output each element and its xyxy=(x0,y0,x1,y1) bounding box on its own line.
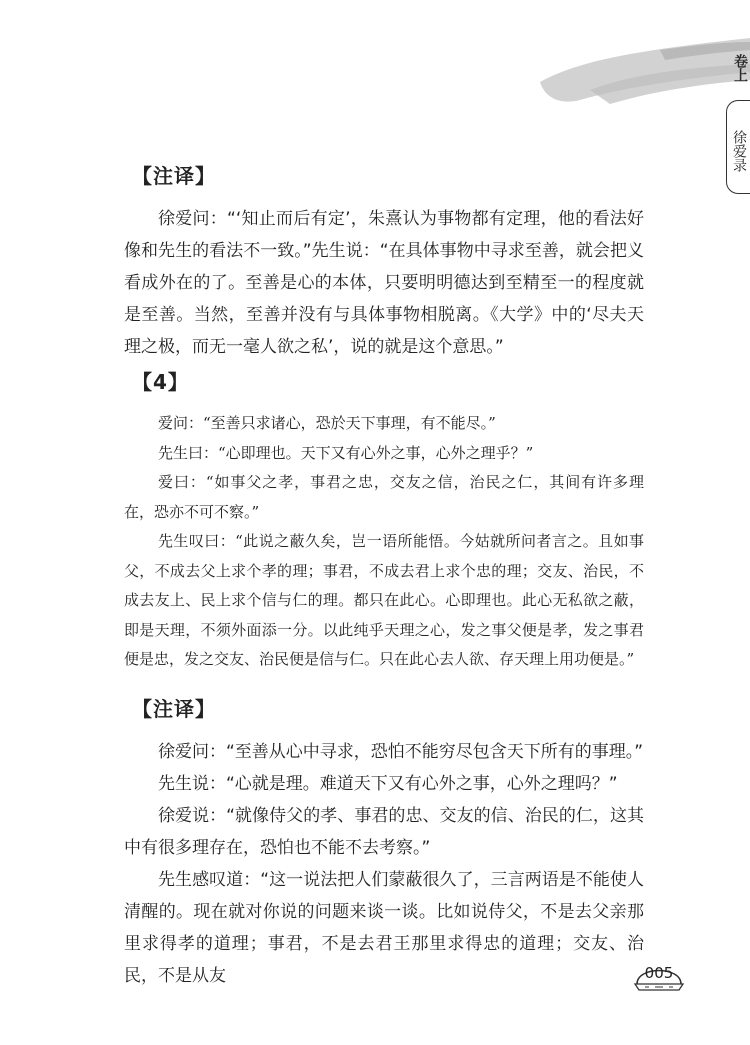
chapter-side-tab xyxy=(724,54,750,172)
section-annotation-2 xyxy=(124,693,644,992)
volume-label: 卷上 xyxy=(732,54,748,82)
paragraph: 先生感叹道：“这一说法把人们蒙蔽很久了，三言两语是不能使人清醒的。现在就对你说的问题来谈一谈。比如说侍父，不是去父亲那里求得孝的道理；事君，不是去君王那里求得忠的道理；交友、治民，不是从友 xyxy=(124,870,644,986)
paragraph: 先生曰：“心即理也。天下又有心外之事，心外之理乎？” xyxy=(158,443,534,462)
section-heading: 【注译】 xyxy=(132,164,216,188)
page-number-badge xyxy=(633,958,685,998)
section-heading: 【注译】 xyxy=(132,697,216,721)
brush-stroke-decoration xyxy=(520,20,750,130)
paragraph: 先生叹曰：“此说之蔽久矣，岂一语所能悟。今姑就所问者言之。且如事父，不成去父上求个孝的理；事君，不成去君上求个忠的理；交友、治民，不成去友上、民上求个信与仁的理。都只在此心。心即理也。此心无私欲之蔽，即是天理，不须外面添一分。以此纯乎天理之心，发之事父便是孝，发之事君便是忠，发之交友、治民便是信与仁。只在此心去人欲、存天理上用功便是。” xyxy=(124,532,644,668)
paragraph: 先生说：“心就是理。难道天下又有心外之事，心外之理吗？” xyxy=(158,774,618,794)
section-original-4 xyxy=(124,366,644,675)
chapter-label: 徐爱录 xyxy=(726,100,750,194)
paragraph: 爱曰：“如事父之孝，事君之忠，交友之信，治民之仁，其间有许多理在，恐亦不可不察。” xyxy=(124,473,644,521)
section-heading: 【4】 xyxy=(132,370,189,394)
paragraph: 徐爱问：“‘知止而后有定’，朱熹认为事物都有定理，他的看法好像和先生的看法不一致。”先生说：“在具体事物中寻求至善，就会把义看成外在的了。至善是心的本体，只要明明德达到至精至一的程度就是至善。当然，至善并没有与具体事物相脱离。《大学》中的‘尽夫天理之极，而无一毫人欲之私’，说的就是这个意思。” xyxy=(124,209,644,357)
page-number: 005 xyxy=(644,964,674,982)
section-annotation-1 xyxy=(124,160,644,363)
paragraph: 爱问：“至善只求诸心，恐於天下事理，有不能尽。” xyxy=(158,414,496,432)
paragraph: 徐爱说：“就像侍父的孝、事君的忠、交友的信、治民的仁，这其中有很多理存在，恐怕也不能不去考察。” xyxy=(124,806,644,858)
paragraph: 徐爱问：“至善从心中寻求，恐怕不能穷尽包含天下所有的事理。” xyxy=(158,742,644,762)
